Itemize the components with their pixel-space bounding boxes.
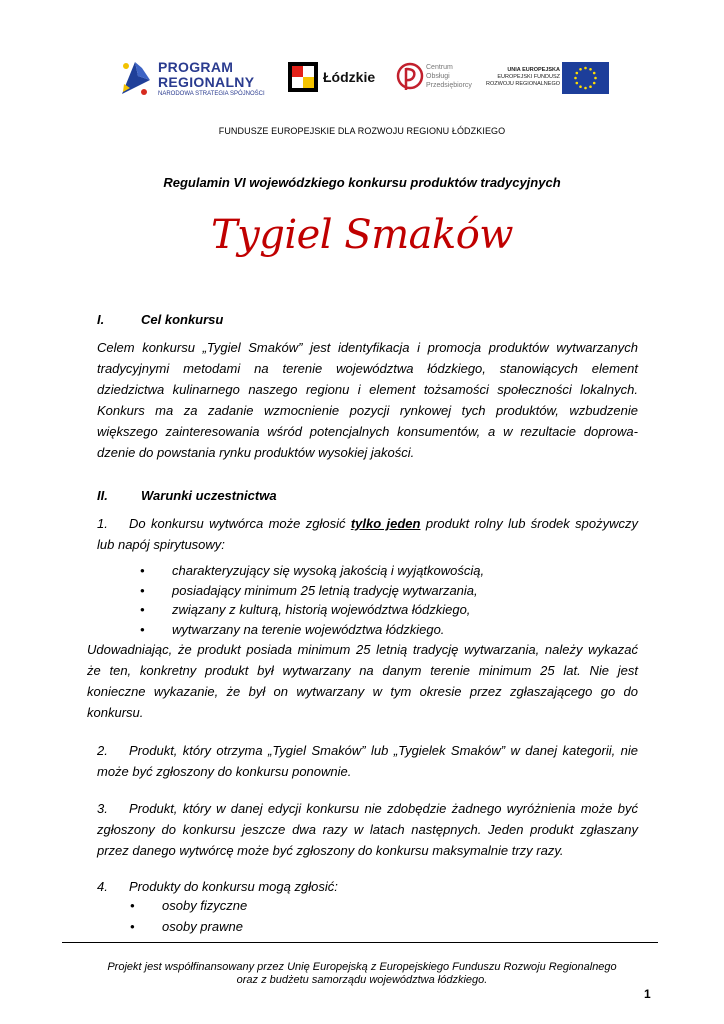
section-1-title: Cel konkursu — [141, 312, 224, 327]
item-1-line-2: lub napój spirytusowy: — [97, 537, 225, 552]
bullet-text: osoby fizyczne — [162, 898, 248, 913]
footer-line-2: oraz z budżetu samorządu województwa łódzkiego. — [236, 974, 488, 986]
item-1-emphasis: tylko jeden — [350, 516, 421, 531]
bullet-icon: • — [140, 621, 145, 637]
paragraph-line: Udowadniając, że produkt posiada minimum 25 letnią tradycję wytwarzania, należy wykazać — [87, 642, 638, 657]
bullet-icon: • — [140, 582, 145, 598]
item-4-line-1 — [97, 876, 638, 897]
strategy-label: NARODOWA STRATEGIA SPÓJNOŚCI — [158, 91, 265, 97]
eu-label-3: ROZWOJU REGIONALNEGO — [486, 81, 560, 87]
footer-divider — [62, 942, 658, 943]
paragraph-line: konieczne wykazanie, że był on wytwarzany w tym okresie przez zgłaszającego go do — [87, 684, 638, 699]
list-item — [140, 581, 620, 601]
section-1-number: I. — [97, 312, 105, 327]
bullet-icon: • — [130, 898, 135, 913]
logo-lodzkie — [288, 62, 378, 96]
section-2-heading — [97, 488, 397, 506]
paragraph-line: tradycyjnymi metodami na terenie województwa łódzkiego, stanowiących element — [97, 361, 638, 376]
item-4-bullet-list — [130, 896, 430, 938]
logo-program-regionalny — [118, 54, 288, 104]
bullet-text: wytwarzany na terenie województwa łódzkiego. — [172, 621, 445, 637]
item-2-number: 2. — [97, 743, 108, 758]
program-label: PROGRAM — [158, 59, 234, 75]
centrum-emblem — [396, 60, 424, 96]
item-1-note — [87, 639, 638, 723]
item-1-text-pre: Do konkursu wytwórca może zgłosić — [129, 516, 351, 531]
section-2-number: II. — [97, 488, 108, 503]
section-1-heading — [97, 312, 397, 330]
paragraph-line: dziedzictwa kulinarnego naszego regionu i element tożsamości społeczności lokalnych. — [97, 382, 638, 397]
item-3 — [97, 798, 638, 861]
item-1-text-post: produkt rolny lub środek spożywczy — [420, 516, 638, 531]
item-2-line-2: może być zgłoszony do konkursu ponownie. — [97, 764, 352, 779]
eu-flag-icon — [562, 62, 609, 94]
list-item — [140, 600, 620, 620]
item-3-text: Produkt, który w danej edycji konkursu nie zdobędzie żadnego wyróżnienia może być — [129, 801, 638, 816]
item-2-line-1 — [97, 740, 638, 761]
item-1-number: 1. — [97, 516, 108, 531]
centrum-label-1: Centrum — [426, 64, 453, 71]
footer-line-1: Projekt jest współfinansowany przez Unię Europejską z Europejskiego Funduszu Rozwoju Regionalnego — [107, 961, 617, 973]
page-number: 1 — [644, 987, 651, 1001]
lodzkie-emblem — [288, 62, 318, 92]
list-item — [140, 620, 620, 640]
bullet-text: posiadający minimum 25 letnią tradycję wytwarzania, — [172, 582, 478, 598]
bullet-text: osoby prawne — [162, 919, 243, 934]
paragraph-line: dzenie do powstania rynku produktów wysokiej jakości. — [97, 445, 415, 460]
eu-text-block — [486, 67, 560, 88]
bullet-icon: • — [130, 919, 135, 934]
lodzkie-label: Łódzkie — [323, 69, 376, 85]
item-3-line-3: przez danego wytwórcę może być zgłoszony do konkursu maksymalnie trzy razy. — [97, 843, 564, 858]
eu-label-1: UNIA EUROPEJSKA — [507, 67, 560, 73]
item-4 — [97, 876, 638, 897]
item-3-number: 3. — [97, 801, 108, 816]
eu-label-2: EUROPEJSKI FUNDUSZ — [497, 74, 560, 80]
header-funds: FUNDUSZE EUROPEJSKIE DLA ROZWOJU REGIONU ŁÓDZKIEGO — [218, 126, 506, 136]
paragraph-line: konkursu. — [87, 705, 144, 720]
regionalny-label: REGIONALNY — [158, 74, 255, 90]
regulation-title: Regulamin VI wojewódzkiego konkursu produktów tradycyjnych — [163, 175, 561, 190]
item-2 — [97, 740, 638, 782]
item-3-line-2: zgłoszony do konkursu jeszcze dwa razy w latach następnych. Jeden produkt zgłaszany — [97, 822, 638, 837]
logo-centrum-obslugi — [396, 60, 476, 100]
paragraph-line: Celem konkursu „Tygiel Smaków” jest identyfikacja i promocja produktów wytwarzanych — [97, 340, 638, 355]
item-4-number: 4. — [97, 879, 108, 894]
list-item — [130, 917, 430, 938]
bullet-text: związany z kulturą, historią województwa łódzkiego, — [172, 602, 471, 617]
paragraph-line: Konkurs ma za zadanie wzmocnienie pozycji rynkowej tych produktów, wzbudzenie — [97, 403, 638, 418]
program-regionalny-emblem — [118, 54, 152, 100]
centrum-label-2: Obsługi — [426, 73, 450, 80]
section-1-paragraph — [97, 337, 638, 463]
bullet-text: charakteryzujący się wysoką jakością i wyjątkowością, — [172, 563, 485, 578]
bullet-icon: • — [140, 602, 145, 617]
list-item — [140, 561, 620, 581]
item-2-text: Produkt, który otrzyma „Tygiel Smaków” lub „Tygielek Smaków” w danej kategorii, nie — [129, 743, 638, 758]
list-item — [130, 896, 430, 917]
footer-text — [0, 961, 724, 987]
item-1 — [97, 513, 638, 555]
bullet-icon: • — [140, 563, 145, 578]
item-1-bullet-list — [140, 561, 620, 639]
item-3-line-1 — [97, 798, 638, 819]
paragraph-line: że ten, konkretny produkt był wytwarzany na danym terenie minimum 25 lat. Nie jest — [87, 663, 638, 678]
contest-title: Tygiel Smaków — [210, 212, 514, 258]
centrum-label-3: Przedsiębiorcy — [426, 82, 472, 89]
item-1-line-1 — [97, 513, 638, 534]
section-2-title: Warunki uczestnictwa — [141, 488, 277, 503]
item-4-text: Produkty do konkursu mogą zgłosić: — [129, 879, 338, 894]
paragraph-line: większego zainteresowania wśród potencjalnych konsumentów, a w rezultacie doprowa- — [97, 424, 638, 439]
